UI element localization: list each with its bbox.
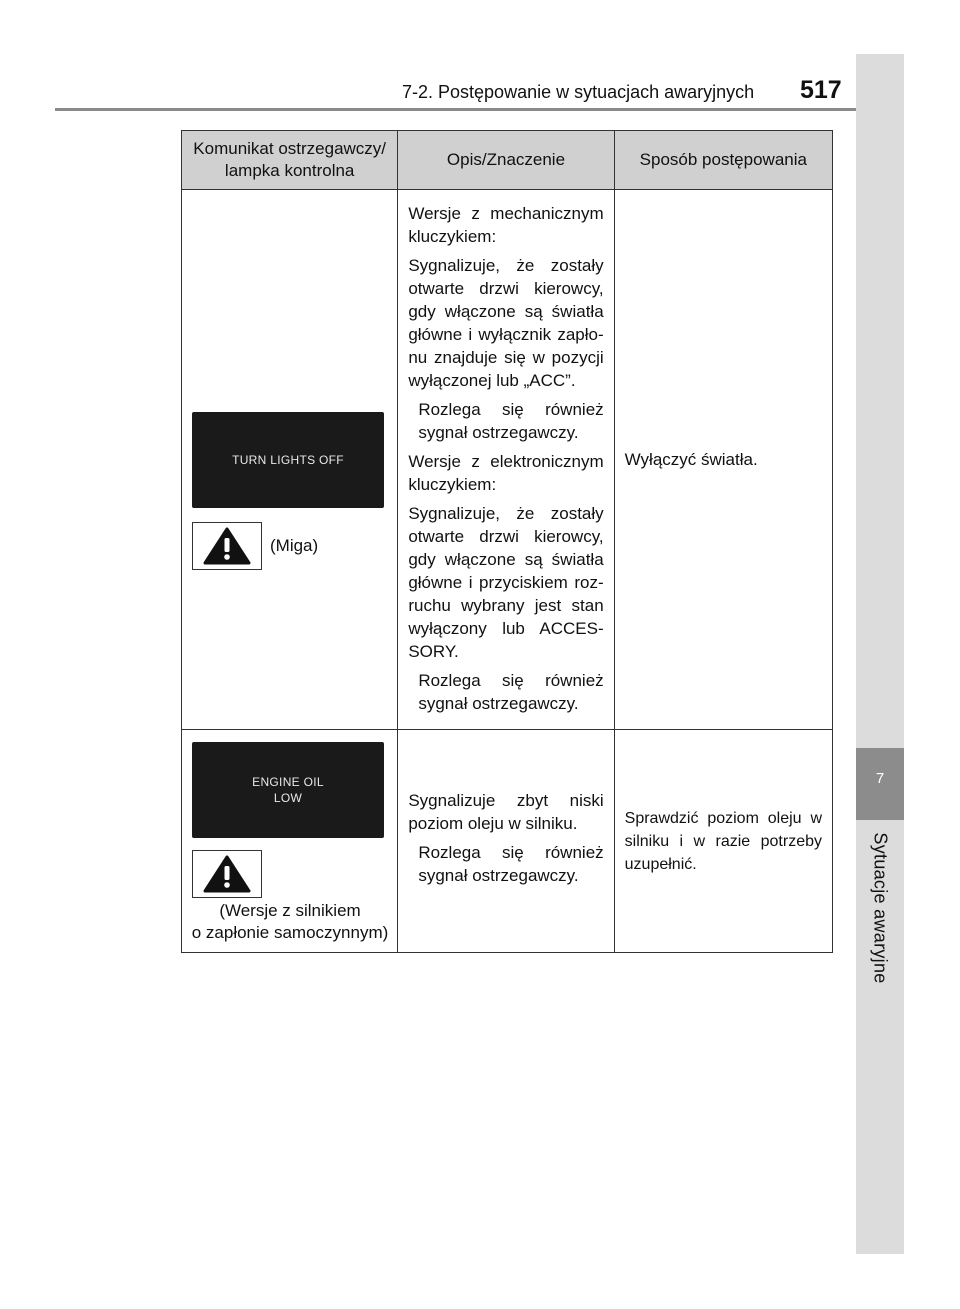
blink-caption: (Miga)	[270, 535, 319, 555]
page-number: 517	[800, 76, 842, 104]
description-text: Rozlega się również sygnał ostrzegawczy.	[418, 400, 604, 442]
action-text: Wyłączyć światła.	[624, 450, 758, 469]
message-cell	[182, 730, 398, 953]
description-text: Sygnalizuje, że zostały otwarte drzwi kierowcy, gdy włączone są światła główne i wyłącznik zapłonu znajduje się w pozycji wyłączonej lub „ACC”.	[408, 256, 604, 390]
column-header-action: Sposób postępowania	[614, 131, 832, 190]
column-header-description: Opis/Znaczenie	[398, 131, 614, 190]
warning-triangle-icon	[202, 526, 252, 566]
warning-messages-table	[181, 130, 833, 953]
table-row	[182, 190, 833, 730]
display-text: TURN LIGHTS OFF	[232, 452, 344, 467]
description-text: Sygnalizuje, że zostały otwarte drzwi kierowcy, gdy włączone są światła główne i przyciskiem rozruchu wybrany jest stan wyłączony lub ACCESSORY.	[408, 504, 604, 661]
description-text: Wersje z mechanicznym kluczykiem:	[408, 204, 604, 246]
table-row	[182, 730, 833, 953]
warning-triangle-icon	[202, 854, 252, 894]
description-text: Wersje z elektronicznym kluczykiem:	[408, 452, 604, 494]
chapter-side-tab	[856, 54, 904, 1254]
action-cell	[614, 190, 832, 730]
header-divider	[55, 108, 903, 111]
action-cell	[614, 730, 832, 953]
message-cell	[182, 190, 398, 730]
table-header-row	[182, 131, 833, 190]
warning-light-box	[192, 850, 262, 898]
display-screen	[192, 412, 384, 508]
action-text: Sprawdzić poziom oleju w silniku i w razie potrzeby uzupełnić.	[624, 809, 822, 873]
display-text: LOW	[273, 791, 303, 805]
description-text: Sygnalizuje zbyt niski poziom oleju w silniku.	[408, 791, 604, 833]
column-header-message: Komunikat ostrzegawczy/ lampka kontrolna	[182, 131, 398, 190]
version-caption: (Wersje z silnikiem o zapłonie samoczynnym)	[191, 901, 389, 942]
chapter-label: Sytuacje awaryjne	[870, 832, 891, 984]
description-cell	[398, 730, 614, 953]
section-title: 7-2. Postępowanie w sytuacjach awaryjnych	[402, 82, 755, 102]
display-screen	[192, 742, 384, 838]
description-cell	[398, 190, 614, 730]
display-text: ENGINE OIL	[252, 775, 324, 789]
chapter-number: 7	[856, 748, 904, 820]
warning-light-box	[192, 522, 262, 570]
description-text: Rozlega się również sygnał ostrzegawczy.	[418, 843, 604, 885]
description-text: Rozlega się również sygnał ostrzegawczy.	[418, 671, 604, 713]
